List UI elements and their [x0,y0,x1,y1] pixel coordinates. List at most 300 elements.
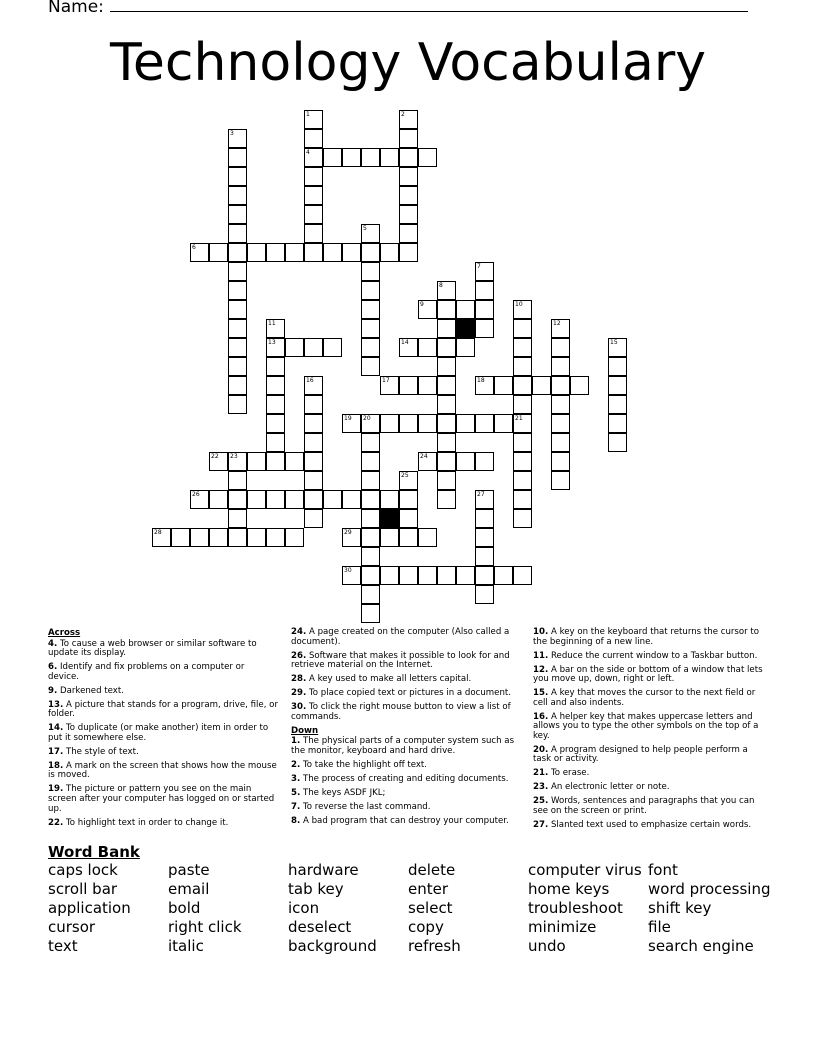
clue-text: To place copied text or pictures in a document. [306,688,511,699]
clue-number-label: 28. [291,674,307,685]
grid-cell[interactable] [551,338,570,357]
grid-cell[interactable] [304,376,323,395]
clue-text: The picture or pattern you see on the main screen after your computer has logged on or started up. [48,784,275,814]
grid-cell[interactable] [304,395,323,414]
grid-cell[interactable] [513,509,532,528]
clue-item [533,666,763,685]
grid-cell[interactable] [513,414,532,433]
grid-cell[interactable] [513,566,532,585]
grid-cell[interactable] [304,471,323,490]
clue-text: The style of text. [63,746,139,757]
clue-number-label: 1. [291,736,301,747]
grid-cell[interactable] [551,357,570,376]
grid-cell[interactable] [361,281,380,300]
clue-text: To take the highlight off text. [300,759,428,770]
clue-number: 24 [420,453,428,460]
grid-cell[interactable] [437,281,456,300]
grid-cell[interactable] [304,490,323,509]
grid-cell[interactable] [399,509,418,528]
grid-cell[interactable] [171,528,190,547]
grid-cell[interactable] [247,490,266,509]
grid-cell[interactable] [437,471,456,490]
grid-cell[interactable] [418,452,437,471]
grid-cell[interactable] [266,357,285,376]
grid-cell[interactable] [361,262,380,281]
grid-cell[interactable] [361,338,380,357]
word-bank-word: paste [168,861,210,879]
word-bank-word: scroll bar [48,880,118,898]
grid-cell[interactable] [285,452,304,471]
clue-number-label: 21. [533,768,549,779]
clue-text: Darkened text. [57,685,124,696]
clue-item [291,789,517,799]
word-bank-column [288,861,377,956]
grid-cell[interactable] [285,338,304,357]
grid-cell[interactable] [399,490,418,509]
grid-cell[interactable] [608,414,627,433]
grid-cell[interactable] [247,452,266,471]
clue-number-label: 13. [48,699,64,710]
grid-cell[interactable] [456,566,475,585]
grid-cell[interactable] [228,509,247,528]
grid-cell[interactable] [399,243,418,262]
grid-cell[interactable] [361,357,380,376]
clue-text: To duplicate (or make another) item in order to put it somewhere else. [48,723,269,743]
clue-number: 26 [192,491,200,498]
grid-cell[interactable] [456,338,475,357]
grid-cell[interactable] [228,262,247,281]
clue-number: 30 [344,567,352,574]
clue-text: Identify and fix problems on a computer or device. [48,662,245,682]
grid-cell[interactable] [209,452,228,471]
grid-cell[interactable] [513,395,532,414]
word-bank-word: icon [288,899,320,917]
word-bank-word: right click [168,918,242,936]
grid-cell[interactable] [228,319,247,338]
grid-cell[interactable] [361,585,380,604]
word-bank-word: hardware [288,861,359,879]
grid-cell[interactable] [437,452,456,471]
grid-cell[interactable] [361,452,380,471]
grid-cell[interactable] [570,376,589,395]
grid-cell[interactable] [361,490,380,509]
clue-number-label: 2. [291,759,301,770]
grid-cell[interactable] [285,490,304,509]
grid-cell[interactable] [475,262,494,281]
clue-item [533,769,763,779]
grid-cell[interactable] [475,528,494,547]
grid-cell[interactable] [342,490,361,509]
grid-cell[interactable] [513,471,532,490]
clue-item [291,817,517,827]
clue-item [291,761,517,771]
word-bank-word: italic [168,937,204,955]
clue-number-label: 10. [533,627,549,637]
grid-cell[interactable] [228,243,247,262]
clue-item [48,640,278,659]
grid-cell[interactable] [285,528,304,547]
grid-cell[interactable] [437,566,456,585]
grid-cell[interactable] [399,338,418,357]
grid-cell[interactable] [361,148,380,167]
grid-cell[interactable] [494,376,513,395]
grid-cell[interactable] [361,528,380,547]
clue-item [533,713,763,742]
clue-text: Words, sentences and paragraphs that you can see on the screen or print. [533,796,755,817]
clue-text: The process of creating and editing documents. [300,773,509,784]
grid-cell[interactable] [228,338,247,357]
grid-cell[interactable] [399,129,418,148]
clue-text: A page created on the computer (Also called a document). [291,627,510,647]
grid-cell[interactable] [266,490,285,509]
clue-item [48,701,278,720]
grid-cell[interactable] [608,357,627,376]
word-bank-word: shift key [648,899,712,917]
clue-number: 3 [230,130,234,137]
clue-number-label: 25. [533,796,549,807]
grid-cell[interactable] [399,148,418,167]
clue-number: 27 [477,491,485,498]
grid-cell[interactable] [304,509,323,528]
clue-item [291,652,517,671]
clue-item [48,687,278,697]
grid-cell[interactable] [190,528,209,547]
grid-cell[interactable] [228,528,247,547]
word-bank-word: search engine [648,937,754,955]
grid-cell[interactable] [342,148,361,167]
grid-cell[interactable] [475,376,494,395]
grid-cell[interactable] [152,528,171,547]
grid-cell[interactable] [304,452,323,471]
name-label: Name: [48,0,104,17]
clue-number: 13 [268,339,276,346]
word-bank-word: undo [528,937,566,955]
grid-cell[interactable] [513,490,532,509]
grid-cell[interactable] [418,528,437,547]
clues-column-1 [48,628,278,833]
clue-text: A helper key that makes uppercase letters and allows you to type the other symbols on the top of a key. [533,711,759,741]
grid-cell[interactable] [399,167,418,186]
grid-cell[interactable] [399,224,418,243]
grid-cell[interactable] [228,167,247,186]
grid-cell[interactable] [380,528,399,547]
grid-cell[interactable] [342,243,361,262]
clue-number: 5 [363,225,367,232]
clue-text: To erase. [548,768,590,779]
grid-cell[interactable] [247,243,266,262]
grid-cell[interactable] [551,319,570,338]
grid-cell[interactable] [475,452,494,471]
grid-cell[interactable] [380,243,399,262]
grid-cell[interactable] [323,148,342,167]
clue-item [48,748,278,758]
grid-cell[interactable] [247,528,266,547]
grid-cell[interactable] [266,376,285,395]
grid-cell[interactable] [190,243,209,262]
clue-number: 7 [477,263,481,270]
clue-number: 4 [306,149,310,156]
grid-cell[interactable] [608,376,627,395]
clue-number: 1 [306,111,310,118]
down-heading: Down [291,725,319,736]
word-bank-column [528,861,642,956]
grid-cell[interactable] [361,243,380,262]
grid-cell[interactable] [323,338,342,357]
clue-text: To click the right mouse button to view a list of commands. [291,702,511,722]
grid-cell[interactable] [380,376,399,395]
clue-number: 15 [610,339,618,346]
grid-cell[interactable] [228,452,247,471]
grid-cell[interactable] [380,490,399,509]
grid-cell[interactable] [380,566,399,585]
grid-cell[interactable] [513,376,532,395]
grid-cell[interactable] [551,471,570,490]
grid-cell[interactable] [228,357,247,376]
grid-cell[interactable] [361,414,380,433]
grid-cell[interactable] [475,414,494,433]
clue-text: A program designed to help people perform a task or activity. [533,744,748,765]
grid-cell[interactable] [456,414,475,433]
grid-cell[interactable] [475,300,494,319]
grid-cell[interactable] [513,338,532,357]
clue-number-label: 27. [533,820,549,831]
grid-cell[interactable] [418,376,437,395]
grid-cell[interactable] [361,224,380,243]
grid-cell[interactable] [304,129,323,148]
clue-number: 25 [401,472,409,479]
word-bank-word: minimize [528,918,597,936]
grid-cell[interactable] [266,414,285,433]
grid-cell[interactable] [361,604,380,623]
clue-number: 17 [382,377,390,384]
grid-cell[interactable] [437,376,456,395]
grid-cell[interactable] [304,224,323,243]
grid-cell[interactable] [513,319,532,338]
clue-item [48,785,278,814]
grid-cell[interactable] [456,300,475,319]
grid-cell[interactable] [304,186,323,205]
grid-cell[interactable] [228,129,247,148]
grid-cell[interactable] [532,376,551,395]
clue-item [291,628,517,647]
grid-cell[interactable] [608,395,627,414]
grid-cell[interactable] [304,338,323,357]
grid-cell[interactable] [513,300,532,319]
grid-cell[interactable] [361,300,380,319]
grid-cell[interactable] [551,376,570,395]
word-bank-column [408,861,461,956]
grid-cell[interactable] [399,186,418,205]
grid-cell[interactable] [266,433,285,452]
word-bank-word: cursor [48,918,96,936]
across-clue-list [48,640,278,829]
grid-cell[interactable] [228,281,247,300]
grid-cell[interactable] [285,243,304,262]
grid-cell[interactable] [266,243,285,262]
clue-item [533,783,763,793]
grid-cell[interactable] [399,566,418,585]
grid-cell[interactable] [304,110,323,129]
grid-cell[interactable] [209,243,228,262]
clue-text: A key used to make all letters capital. [306,674,472,685]
clue-number-label: 4. [48,638,58,649]
grid-cell[interactable] [551,452,570,471]
grid-cell[interactable] [304,148,323,167]
grid-cell[interactable] [304,433,323,452]
clue-item [291,803,517,813]
page-title: Technology Vocabulary [109,33,707,93]
clue-number: 16 [306,377,314,384]
grid-cell[interactable] [304,243,323,262]
grid-cell[interactable] [266,395,285,414]
clue-text: A mark on the screen that shows how the mouse is moved. [48,760,277,781]
grid-cell[interactable] [228,186,247,205]
clue-number-label: 16. [533,711,549,722]
grid-cell[interactable] [551,395,570,414]
down-clue-list-continued [533,628,763,831]
grid-cell[interactable] [456,452,475,471]
grid-cell[interactable] [342,528,361,547]
clue-text: To reverse the last command. [300,801,431,812]
grid-cell[interactable] [437,300,456,319]
word-bank-word: email [168,880,210,898]
grid-cell[interactable] [228,224,247,243]
grid-cell[interactable] [380,148,399,167]
grid-cell[interactable] [399,205,418,224]
clue-text: The physical parts of a computer system such as the monitor, keyboard and hard drive. [291,736,515,756]
grid-cell[interactable] [228,471,247,490]
grid-cell[interactable] [209,490,228,509]
grid-cell[interactable] [551,433,570,452]
grid-cell[interactable] [228,395,247,414]
grid-cell[interactable] [361,566,380,585]
grid-cell[interactable] [513,357,532,376]
grid-cell[interactable] [475,319,494,338]
grid-cell[interactable] [418,300,437,319]
grid-cell[interactable] [437,395,456,414]
grid-cell[interactable] [418,566,437,585]
grid-cell[interactable] [342,566,361,585]
grid-cell[interactable] [418,414,437,433]
clue-number-label: 5. [291,787,301,798]
clue-item [291,775,517,785]
grid-cell[interactable] [513,452,532,471]
word-bank-word: delete [408,861,456,879]
grid-cell[interactable] [399,471,418,490]
clue-item [533,652,763,662]
grid-cell[interactable] [228,300,247,319]
grid-cell[interactable] [437,433,456,452]
clue-text: A bad program that can destroy your computer. [300,815,509,826]
grid-cell[interactable] [494,414,513,433]
clue-number-label: 18. [48,760,64,771]
grid-cell[interactable] [399,528,418,547]
grid-cell[interactable] [437,357,456,376]
grid-cell[interactable] [551,414,570,433]
grid-cell[interactable] [494,566,513,585]
grid-cell[interactable] [437,319,456,338]
clue-number-label: 3. [291,773,301,784]
grid-cell[interactable] [361,509,380,528]
clue-number-label: 22. [48,817,64,828]
grid-cell[interactable] [266,528,285,547]
grid-cell[interactable] [399,376,418,395]
grid-cell[interactable] [608,433,627,452]
clue-number-label: 7. [291,801,301,812]
grid-cell[interactable] [228,205,247,224]
clue-text: Software that makes it possible to look for and retrieve material on the Internet. [291,650,510,671]
grid-cell[interactable] [399,110,418,129]
down-clue-list [291,737,517,826]
grid-cell[interactable] [304,414,323,433]
grid-cell[interactable] [361,433,380,452]
grid-cell[interactable] [190,490,209,509]
grid-cell[interactable] [228,490,247,509]
grid-cell[interactable] [418,148,437,167]
grid-cell[interactable] [475,566,494,585]
grid-cell[interactable] [475,585,494,604]
grid-cell[interactable] [608,338,627,357]
blocked-cell [380,509,399,528]
grid-cell[interactable] [304,205,323,224]
grid-cell[interactable] [228,376,247,395]
grid-cell[interactable] [323,243,342,262]
grid-cell[interactable] [475,490,494,509]
grid-cell[interactable] [342,414,361,433]
clue-item [48,819,278,829]
grid-cell[interactable] [266,452,285,471]
across-clue-list-continued [291,628,517,722]
grid-cell[interactable] [475,509,494,528]
grid-cell[interactable] [323,490,342,509]
grid-cell[interactable] [361,471,380,490]
clue-text: The keys ASDF JKL; [300,787,386,798]
clue-text: A bar on the side or bottom of a window that lets you move up, down, right or left. [533,664,763,685]
clue-item [48,724,278,743]
clue-number: 14 [401,339,409,346]
grid-cell[interactable] [361,547,380,566]
grid-cell[interactable] [513,433,532,452]
grid-cell[interactable] [361,319,380,338]
grid-cell[interactable] [228,148,247,167]
word-bank-word: bold [168,899,201,917]
clue-number-label: 30. [291,702,307,713]
clue-item [291,689,517,699]
grid-cell[interactable] [399,414,418,433]
grid-cell[interactable] [475,547,494,566]
clue-text: Slanted text used to emphasize certain words. [548,820,752,831]
clue-item [291,703,517,722]
word-bank-column [48,861,131,956]
clue-text: An electronic letter or note. [548,782,670,793]
blocked-cell [456,319,475,338]
grid-cell[interactable] [209,528,228,547]
grid-cell[interactable] [437,414,456,433]
word-bank-title: Word Bank [48,843,140,861]
grid-cell[interactable] [304,167,323,186]
grid-cell[interactable] [475,281,494,300]
word-bank-word: caps lock [48,861,118,879]
word-bank-word: font [648,861,678,879]
clue-number: 11 [268,320,276,327]
grid-cell[interactable] [437,490,456,509]
clue-item [533,628,763,647]
grid-cell[interactable] [437,338,456,357]
grid-cell[interactable] [418,338,437,357]
grid-cell[interactable] [380,414,399,433]
grid-cell[interactable] [266,338,285,357]
grid-cell[interactable] [266,319,285,338]
